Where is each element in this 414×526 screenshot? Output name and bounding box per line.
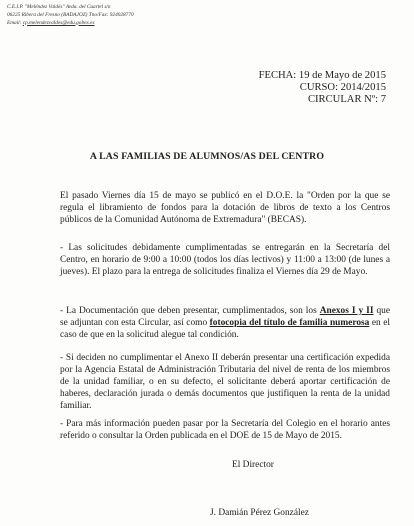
email-label: Email: [7, 19, 22, 26]
director-signature-name: J. Damián Pérez González [210, 508, 309, 518]
date-line: FECHA: 19 de Mayo de 2015 [258, 70, 386, 81]
letterhead-phone: 06225 Ribera del Fresno (BADAJOZ) Tno/Fax: 924028770 [7, 11, 134, 18]
circular-meta [259, 70, 386, 106]
anexos-emphasis: Anexos I y II [319, 306, 374, 316]
letterhead-email-line [7, 20, 217, 28]
paragraph-publication: El pasado Viernes día 15 de mayo se publicó en el D.O.E. la "Orden por la que se regula el libramiento de fondos para la dotación de libros de texto a los Centros públicos de la Comunidad Autónoma de Extremadura" (BECAS). [60, 191, 390, 225]
paragraph-anexo-ii: - Si deciden no cumplimentar el Anexo II deberán presentar una certificación expedida por la Agencia Estatal de Administración Tributaria del nivel de renta de los miembros de la unidad familiar, o en su defecto, el solicitante deberá aportar certificación de haberes, declaración jurada o demás documentos que justifiquen la renta de la unidad familiar. [60, 353, 390, 411]
document-title: A LAS FAMILIAS DE ALUMNOS/AS DEL CENTRO [89, 151, 325, 162]
school-letterhead [7, 4, 217, 27]
letterhead-address: C.E.I.P. "Meléndez Valdés" Avda. del Cuartel s/n [7, 4, 111, 10]
director-label: El Director [232, 460, 274, 470]
paragraph-more-info: - Para más información pueden pasar por la Secretaría del Colegio en el horario antes referido o consultar la Orden publicada en el DOE de 15 de Mayo de 2015. [60, 419, 390, 441]
fotocopia-emphasis: fotocopia del título de familia numerosa [209, 318, 370, 328]
paragraph-documentation [60, 305, 390, 341]
doc-text-a: - La Documentación que deben presentar, cumplimentados, son los [60, 306, 320, 316]
course-line: CURSO: 2014/2015 [299, 82, 386, 93]
doc-text-b: que se adjuntan con esta Circular, así como [60, 306, 390, 328]
circular-number: CIRCULAR Nº: 7 [307, 94, 386, 105]
doc-text-c: en el caso de que en la solicitud alegue tal condición. [60, 318, 390, 340]
paragraph-submission: - Las solicitudes debidamente cumplimentadas se entregarán en la Secretaría del Centro, en horario de 9:00 a 10:00 (todos los días lectivos) y 11:00 a 13:00 (de lunes a jueves). El plazo para la entrega de solicitudes finaliza el Viernes día 29 de Mayo. [60, 243, 390, 277]
email-link[interactable]: cp.melendezvaldes@edu.gobex.es [22, 19, 95, 26]
